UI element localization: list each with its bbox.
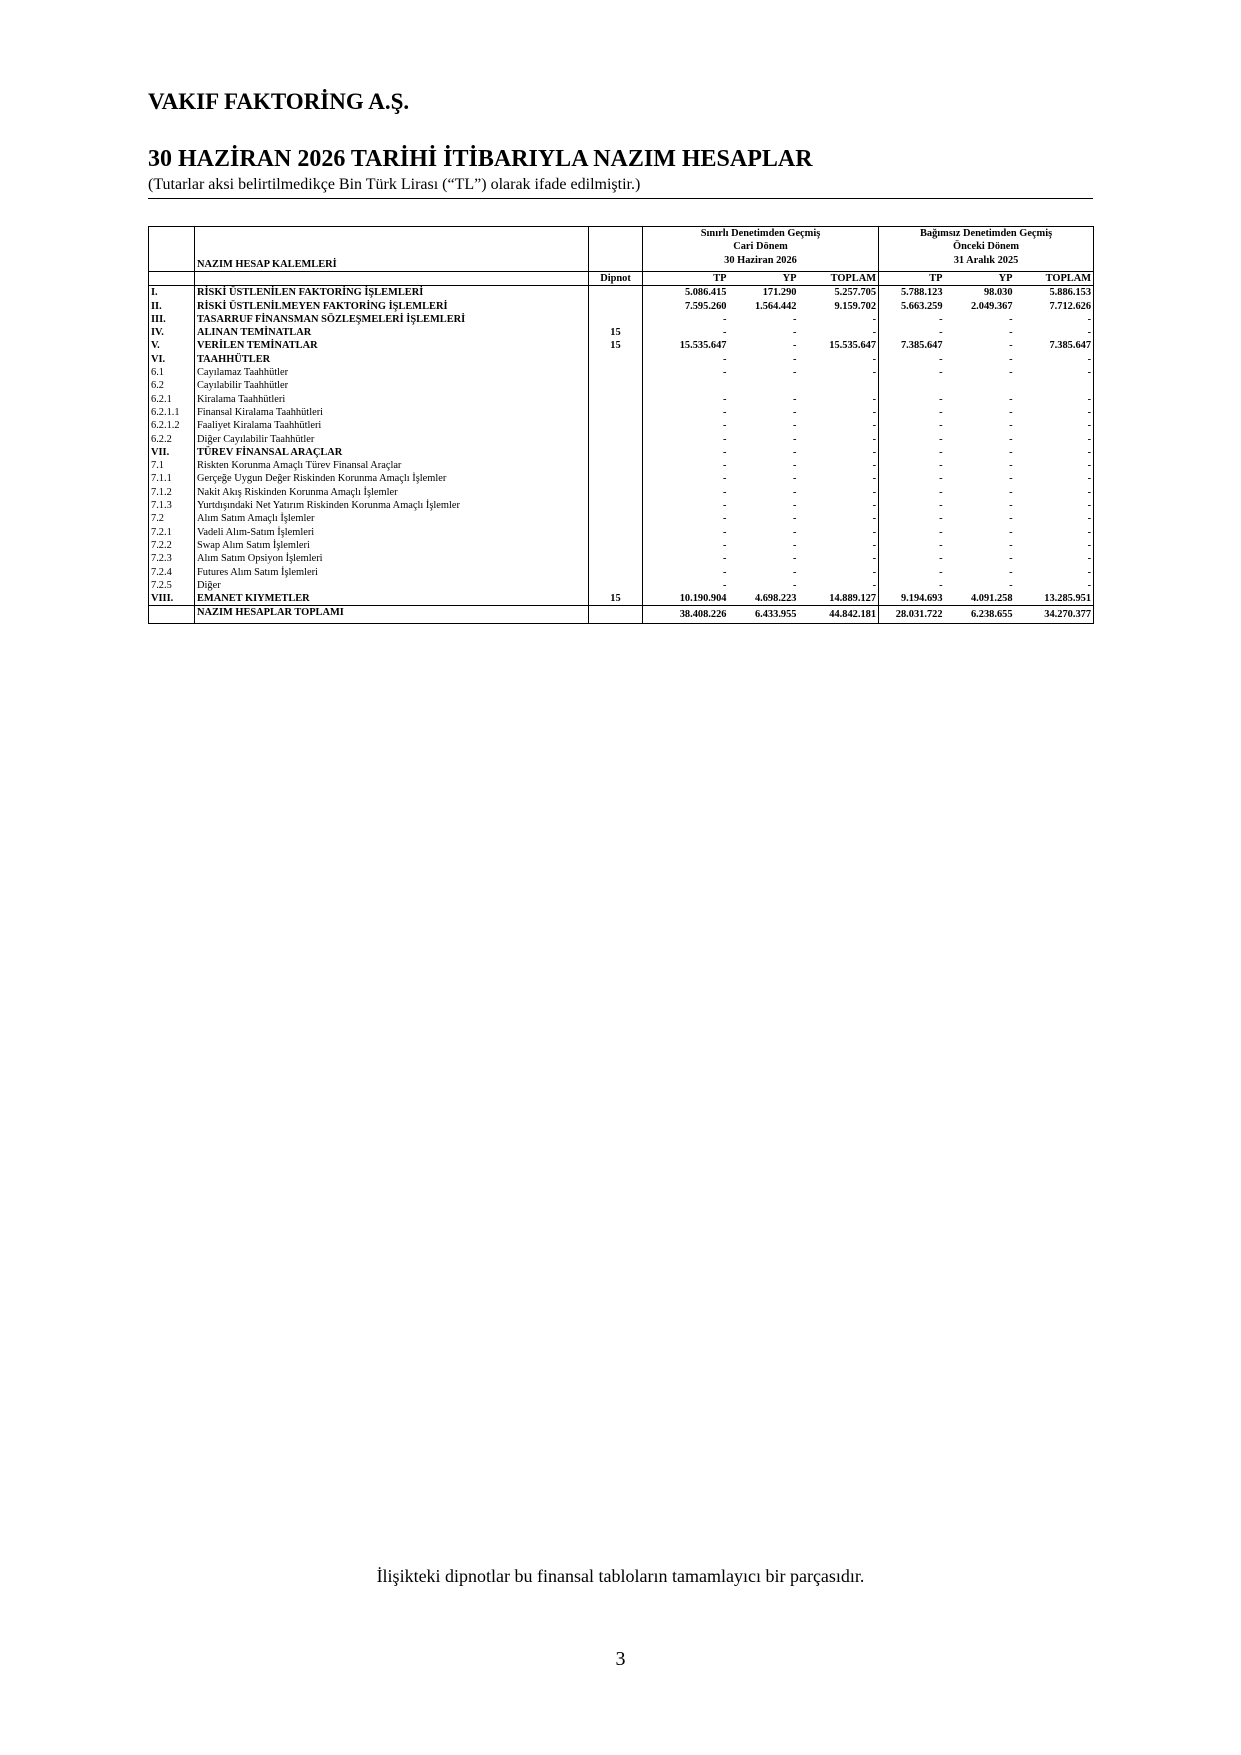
cell-prior-tp: -	[879, 499, 945, 512]
cell-current-yp: -	[793, 340, 797, 352]
cell-current-yp: -	[793, 406, 797, 418]
row-code: I.	[149, 286, 195, 300]
cell-prior-yp: 98.030	[983, 287, 1013, 299]
cell-current-tp: -	[643, 526, 729, 539]
row-label: Cayılamaz Taahhütler	[195, 366, 589, 379]
cell-current-toplam: -	[799, 353, 879, 366]
current-period-header: Sınırlı Denetimden Geçmiş Cari Dönem 30 Haziran 2026	[643, 227, 879, 272]
cell-prior-yp: -	[1009, 473, 1013, 485]
cell-prior-yp: -	[1009, 500, 1013, 512]
row-note	[589, 446, 643, 459]
row-note: 15	[589, 326, 643, 339]
cell-prior-toplam: -	[1015, 313, 1094, 326]
cell-current-yp: -	[793, 460, 797, 472]
cell-prior-yp: -	[1009, 566, 1013, 578]
row-label: Futures Alım Satım İşlemleri	[195, 566, 589, 579]
cell-prior-yp: -	[1009, 553, 1013, 565]
cell-prior-yp: -	[1009, 539, 1013, 551]
cell-prior-tp: -	[879, 326, 945, 339]
row-code: 7.2.5	[149, 579, 195, 592]
cell-current-yp: -	[793, 526, 797, 538]
cell-prior-tp: -	[879, 526, 945, 539]
row-code: 7.2.3	[149, 552, 195, 565]
row-note	[589, 393, 643, 406]
cell-current-tp: 7.595.260	[643, 300, 729, 313]
row-code: 7.2.2	[149, 539, 195, 552]
cell-prior-tp: -	[879, 366, 945, 379]
cell-prior-toplam: -	[1015, 499, 1094, 512]
cell-current-tp: -	[643, 459, 729, 472]
row-note	[589, 406, 643, 419]
col-prior-tp: TP	[879, 272, 945, 286]
cell-current-yp: -	[793, 433, 797, 445]
cell-prior-tp: 5.663.259	[879, 300, 945, 313]
cell-prior-tp: -	[879, 459, 945, 472]
cell-current-yp: -	[793, 579, 797, 591]
cell-current-toplam: -	[799, 366, 879, 379]
cell-prior-toplam: -	[1015, 446, 1094, 459]
row-note	[589, 526, 643, 539]
row-label: Nakit Akış Riskinden Korunma Amaçlı İşlemler	[195, 486, 589, 499]
row-code: 6.2.2	[149, 433, 195, 446]
cell-current-tp: -	[643, 393, 729, 406]
cell-current-tp: -	[643, 313, 729, 326]
row-code: 6.2.1.2	[149, 419, 195, 432]
row-label: TASARRUF FİNANSMAN SÖZLEŞMELERİ İŞLEMLERİ	[195, 313, 589, 326]
cell-current-tp: -	[643, 326, 729, 339]
cell-current-tp: -	[643, 486, 729, 499]
cell-current-toplam: -	[799, 512, 879, 525]
cell-current-tp: -	[643, 446, 729, 459]
cell-prior-yp: -	[1009, 433, 1013, 445]
cell-prior-toplam: -	[1015, 433, 1094, 446]
cell-prior-tp: -	[879, 313, 945, 326]
cell-prior-tp: -	[879, 433, 945, 446]
total-current-toplam: 44.842.181	[799, 606, 879, 623]
cell-current-yp: -	[793, 367, 797, 379]
cell-current-toplam: -	[799, 446, 879, 459]
row-code: 7.1.3	[149, 499, 195, 512]
row-label: Riskten Korunma Amaçlı Türev Finansal Araçlar	[195, 459, 589, 472]
table-row	[149, 419, 1094, 432]
cell-prior-tp: -	[879, 566, 945, 579]
cell-prior-tp: -	[879, 552, 945, 565]
off-balance-sheet-table	[148, 226, 1094, 624]
cell-current-yp: 171.290	[762, 287, 797, 299]
row-code: VII.	[149, 446, 195, 459]
row-label: Faaliyet Kiralama Taahhütleri	[195, 419, 589, 432]
cell-prior-yp: -	[1009, 340, 1013, 352]
col-current-toplam: TOPLAM	[799, 272, 879, 286]
cell-current-tp: -	[643, 512, 729, 525]
cell-current-tp	[643, 379, 729, 392]
cell-prior-yp: -	[1009, 460, 1013, 472]
cell-current-toplam: -	[799, 419, 879, 432]
footnote: İlişikteki dipnotlar bu finansal tabloların tamamlayıcı bir parçasıdır.	[376, 1566, 865, 1586]
cell-prior-tp: 9.194.693	[879, 592, 945, 606]
row-label: Diğer Cayılabilir Taahhütler	[195, 433, 589, 446]
row-label: Gerçeğe Uygun Değer Riskinden Korunma Amaçlı İşlemler	[195, 472, 589, 485]
row-label: Alım Satım Amaçlı İşlemler	[195, 512, 589, 525]
cell-current-yp: -	[793, 553, 797, 565]
table-row	[149, 459, 1094, 472]
row-code: 7.2	[149, 512, 195, 525]
cell-prior-yp: -	[1009, 579, 1013, 591]
row-code: 7.1.2	[149, 486, 195, 499]
cell-prior-tp: 7.385.647	[879, 339, 945, 352]
cell-prior-yp: -	[1009, 393, 1013, 405]
col-current-yp: YP	[729, 272, 799, 286]
cell-current-yp: -	[793, 353, 797, 365]
row-label: Cayılabilir Taahhütler	[195, 379, 589, 392]
row-note	[589, 566, 643, 579]
cell-prior-toplam: -	[1015, 419, 1094, 432]
cell-current-toplam: -	[799, 393, 879, 406]
cell-prior-tp: -	[879, 512, 945, 525]
table-row	[149, 472, 1094, 485]
cell-prior-tp: -	[879, 486, 945, 499]
total-row	[149, 606, 1094, 623]
cell-prior-yp: -	[1009, 353, 1013, 365]
total-note	[589, 606, 643, 623]
cell-current-tp: -	[643, 539, 729, 552]
table-row	[149, 499, 1094, 512]
row-note	[589, 579, 643, 592]
row-note: 15	[589, 339, 643, 352]
cell-current-yp: 4.698.223	[729, 592, 799, 606]
cell-prior-toplam: 13.285.951	[1015, 592, 1094, 606]
cell-current-yp: -	[793, 393, 797, 405]
cell-current-tp: 15.535.647	[643, 339, 729, 352]
row-note: 15	[589, 592, 643, 606]
cell-prior-tp: -	[879, 353, 945, 366]
row-label: Kiralama Taahhütleri	[195, 393, 589, 406]
row-note	[589, 459, 643, 472]
table-row	[149, 592, 1094, 606]
cell-current-toplam: -	[799, 472, 879, 485]
table-row	[149, 446, 1094, 459]
row-label: TÜREV FİNANSAL ARAÇLAR	[195, 446, 589, 459]
column-header-row	[149, 272, 1094, 286]
cell-current-toplam: -	[799, 539, 879, 552]
table-row	[149, 512, 1094, 525]
cell-prior-toplam: -	[1015, 526, 1094, 539]
section-header: NAZIM HESAP KALEMLERİ	[195, 227, 589, 272]
row-label: Vadeli Alım-Satım İşlemleri	[195, 526, 589, 539]
table-row	[149, 393, 1094, 406]
cell-current-toplam: -	[799, 486, 879, 499]
cell-prior-tp: 5.788.123	[879, 286, 945, 300]
cell-current-yp: -	[793, 473, 797, 485]
cell-current-yp: -	[793, 486, 797, 498]
cell-prior-toplam: -	[1015, 472, 1094, 485]
cell-current-tp: -	[643, 566, 729, 579]
cell-current-tp: -	[643, 366, 729, 379]
row-code: VI.	[149, 353, 195, 366]
cell-current-toplam: -	[799, 313, 879, 326]
cell-current-tp: 5.086.415	[643, 286, 729, 300]
table-row	[149, 552, 1094, 565]
row-code: V.	[149, 339, 195, 352]
cell-prior-tp: -	[879, 393, 945, 406]
table-row	[149, 526, 1094, 539]
row-code: 6.2.1.1	[149, 406, 195, 419]
cell-prior-yp: -	[1009, 446, 1013, 458]
statement-title: 30 HAZİRAN 2026 TARİHİ İTİBARIYLA NAZIM HESAPLAR	[148, 146, 813, 172]
row-label: Swap Alım Satım İşlemleri	[195, 539, 589, 552]
cell-prior-toplam: -	[1015, 353, 1094, 366]
row-code: 6.2.1	[149, 393, 195, 406]
row-label: Yurtdışındaki Net Yatırım Riskinden Korunma Amaçlı İşlemler	[195, 499, 589, 512]
cell-current-yp	[729, 379, 799, 392]
cell-current-tp: -	[643, 419, 729, 432]
table-row	[149, 300, 1094, 313]
cell-current-toplam: 15.535.647	[799, 339, 879, 352]
table-row	[149, 339, 1094, 352]
table-row	[149, 353, 1094, 366]
cell-prior-yp: -	[1009, 420, 1013, 432]
cell-current-toplam: -	[799, 499, 879, 512]
cell-prior-yp: -	[1009, 367, 1013, 379]
table-row	[149, 313, 1094, 326]
cell-prior-tp: -	[879, 539, 945, 552]
cell-prior-yp	[945, 379, 1015, 392]
prior-period-header: Bağımsız Denetimden Geçmiş Önceki Dönem 31 Aralık 2025	[879, 227, 1094, 272]
cell-prior-tp: -	[879, 419, 945, 432]
row-code: 6.1	[149, 366, 195, 379]
total-current-yp: 6.433.955	[729, 606, 799, 623]
company-name: VAKIF FAKTORİNG A.Ş.	[148, 89, 410, 114]
cell-current-yp: -	[793, 327, 797, 339]
col-current-tp: TP	[643, 272, 729, 286]
row-code: 7.2.4	[149, 566, 195, 579]
cell-current-yp: -	[793, 566, 797, 578]
cell-prior-toplam: -	[1015, 326, 1094, 339]
cell-prior-toplam: -	[1015, 579, 1094, 592]
row-label: ALINAN TEMİNATLAR	[195, 326, 589, 339]
cell-prior-toplam: -	[1015, 406, 1094, 419]
row-note	[589, 379, 643, 392]
cell-prior-toplam: -	[1015, 552, 1094, 565]
cell-current-yp: -	[793, 500, 797, 512]
row-code: 7.1.1	[149, 472, 195, 485]
cell-current-toplam: -	[799, 459, 879, 472]
table-row	[149, 326, 1094, 339]
cell-prior-yp: -	[1009, 486, 1013, 498]
cell-current-yp: -	[793, 513, 797, 525]
cell-current-tp: -	[643, 353, 729, 366]
row-note	[589, 552, 643, 565]
table-row	[149, 566, 1094, 579]
row-note	[589, 419, 643, 432]
total-prior-yp: 6.238.655	[945, 606, 1015, 623]
cell-prior-tp: -	[879, 472, 945, 485]
cell-prior-toplam: -	[1015, 393, 1094, 406]
cell-current-tp: 10.190.904	[643, 592, 729, 606]
cell-prior-toplam: -	[1015, 366, 1094, 379]
row-note	[589, 300, 643, 313]
page-number: 3	[615, 1648, 626, 1670]
cell-current-tp: -	[643, 433, 729, 446]
cell-current-tp: -	[643, 552, 729, 565]
row-label: Alım Satım Opsiyon İşlemleri	[195, 552, 589, 565]
row-label: RİSKİ ÜSTLENİLMEYEN FAKTORİNG İŞLEMLERİ	[195, 300, 589, 313]
row-note	[589, 313, 643, 326]
cell-prior-tp: -	[879, 579, 945, 592]
row-label: RİSKİ ÜSTLENİLEN FAKTORİNG İŞLEMLERİ	[195, 286, 589, 300]
cell-current-toplam	[799, 379, 879, 392]
cell-prior-toplam: -	[1015, 539, 1094, 552]
row-note	[589, 499, 643, 512]
table-row	[149, 286, 1094, 300]
cell-current-tp: -	[643, 499, 729, 512]
cell-current-toplam: 14.889.127	[799, 592, 879, 606]
total-prior-tp: 28.031.722	[879, 606, 945, 623]
col-dipnot: Dipnot	[589, 272, 643, 286]
table-row	[149, 486, 1094, 499]
cell-prior-toplam: 7.385.647	[1015, 339, 1094, 352]
total-code	[149, 606, 195, 623]
row-code: 6.2	[149, 379, 195, 392]
cell-current-toplam: -	[799, 552, 879, 565]
row-code: III.	[149, 313, 195, 326]
cell-current-toplam: 5.257.705	[799, 286, 879, 300]
row-label: VERİLEN TEMİNATLAR	[195, 339, 589, 352]
row-code: II.	[149, 300, 195, 313]
table-row	[149, 366, 1094, 379]
row-note	[589, 286, 643, 300]
cell-prior-yp: 4.091.258	[945, 592, 1015, 606]
title-divider	[148, 198, 1093, 199]
cell-current-toplam: -	[799, 406, 879, 419]
row-code: 7.2.1	[149, 526, 195, 539]
cell-current-yp: -	[793, 313, 797, 325]
cell-prior-toplam: 7.712.626	[1015, 300, 1094, 313]
total-current-tp: 38.408.226	[643, 606, 729, 623]
total-label: NAZIM HESAPLAR TOPLAMI	[195, 606, 589, 623]
table-row	[149, 406, 1094, 419]
row-label: TAAHHÜTLER	[195, 353, 589, 366]
cell-current-yp: -	[793, 420, 797, 432]
row-label: Diğer	[195, 579, 589, 592]
cell-current-toplam: -	[799, 433, 879, 446]
table-row	[149, 579, 1094, 592]
cell-prior-toplam: 5.886.153	[1015, 286, 1094, 300]
cell-current-yp: -	[793, 539, 797, 551]
cell-prior-yp: 2.049.367	[970, 300, 1013, 312]
row-label: EMANET KIYMETLER	[195, 592, 589, 606]
col-prior-toplam: TOPLAM	[1015, 272, 1094, 286]
cell-prior-toplam: -	[1015, 512, 1094, 525]
row-note	[589, 433, 643, 446]
cell-current-tp: -	[643, 579, 729, 592]
cell-current-yp: -	[793, 446, 797, 458]
row-label: Finansal Kiralama Taahhütleri	[195, 406, 589, 419]
row-code: 7.1	[149, 459, 195, 472]
row-note	[589, 539, 643, 552]
cell-current-toplam: -	[799, 326, 879, 339]
cell-prior-tp: -	[879, 446, 945, 459]
row-note	[589, 486, 643, 499]
cell-prior-toplam: -	[1015, 486, 1094, 499]
cell-current-toplam: -	[799, 566, 879, 579]
col-prior-yp: YP	[945, 272, 1015, 286]
cell-prior-tp	[879, 379, 945, 392]
table-row	[149, 379, 1094, 392]
table-row	[149, 433, 1094, 446]
cell-current-toplam: -	[799, 579, 879, 592]
cell-prior-yp: -	[1009, 513, 1013, 525]
cell-current-toplam: 9.159.702	[799, 300, 879, 313]
cell-prior-yp: -	[1009, 327, 1013, 339]
cell-current-tp: -	[643, 472, 729, 485]
cell-prior-yp: -	[1009, 526, 1013, 538]
total-prior-toplam: 34.270.377	[1015, 606, 1094, 623]
row-note	[589, 512, 643, 525]
row-note	[589, 353, 643, 366]
cell-current-yp: 1.564.442	[754, 300, 797, 312]
row-code: IV.	[149, 326, 195, 339]
cell-prior-toplam: -	[1015, 566, 1094, 579]
period-header-row	[149, 227, 1094, 272]
cell-current-toplam: -	[799, 526, 879, 539]
row-note	[589, 366, 643, 379]
table-row	[149, 539, 1094, 552]
cell-prior-yp: -	[1009, 406, 1013, 418]
row-note	[589, 472, 643, 485]
row-code: VIII.	[149, 592, 195, 606]
cell-current-tp: -	[643, 406, 729, 419]
cell-prior-toplam	[1015, 379, 1094, 392]
cell-prior-toplam: -	[1015, 459, 1094, 472]
cell-prior-yp: -	[1009, 313, 1013, 325]
statement-subtitle: (Tutarlar aksi belirtilmedikçe Bin Türk Lirası (“TL”) olarak ifade edilmiştir.)	[148, 176, 641, 193]
cell-prior-tp: -	[879, 406, 945, 419]
